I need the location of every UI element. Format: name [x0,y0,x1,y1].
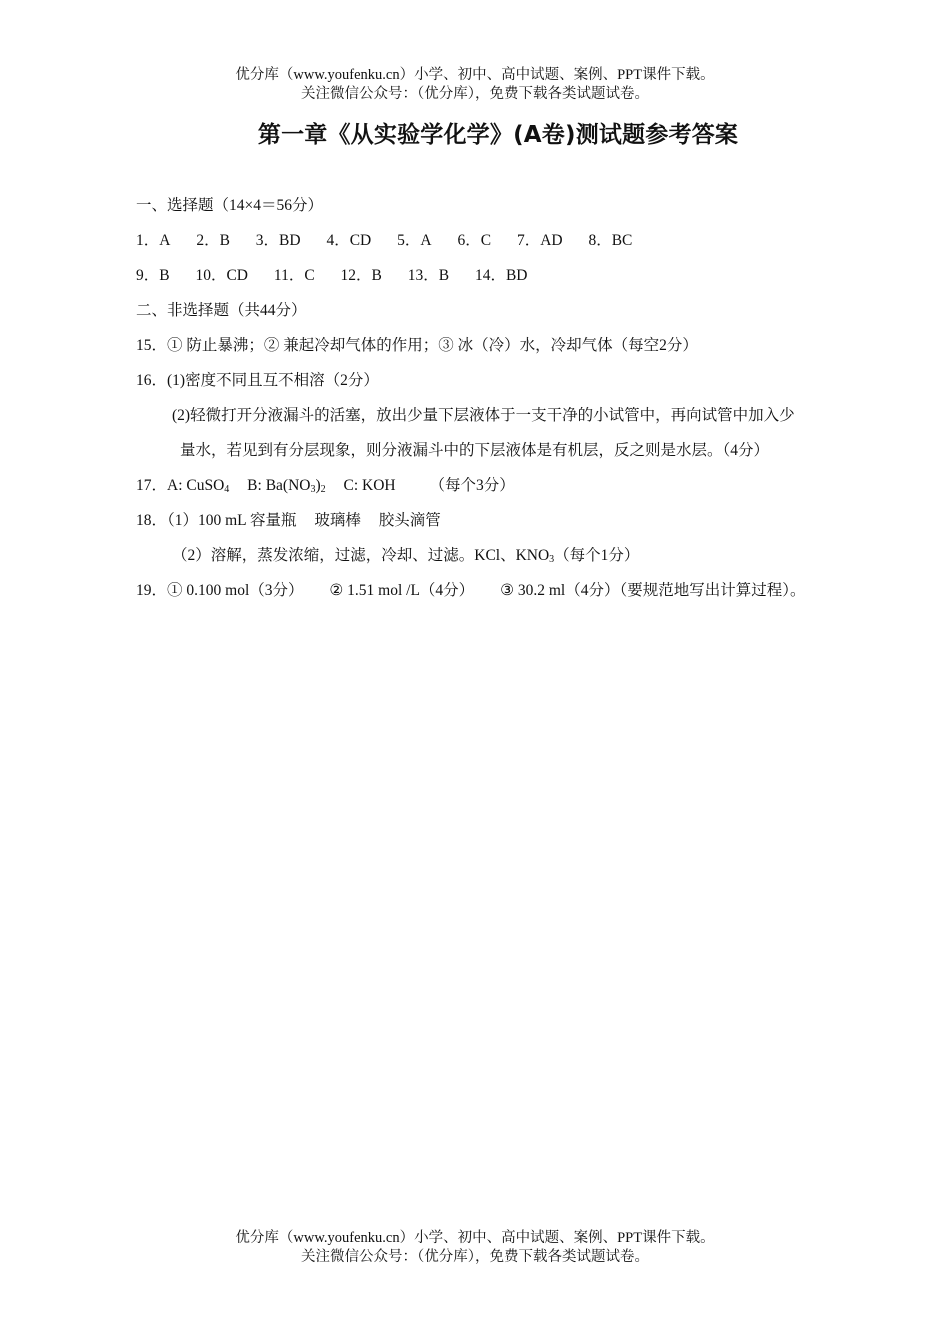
mc-answer: 6．C [457,232,492,249]
q18-score-note: （每个1分） [554,547,640,564]
mc-answer: 4．CD [326,232,372,249]
mc-answer: 1．A [136,232,171,249]
formula-text: ) [315,477,321,494]
footer-banner [0,1229,950,1267]
formula-text: B: Ba(NO [247,477,311,494]
header-banner [0,66,950,104]
mc-answer: 10．CD [195,267,249,284]
mc-answer: 3．BD [255,232,301,249]
answer-q16-part1: 16．(1)密度不同且互不相溶（2分） [136,372,379,389]
mc-answer: 2．B [196,232,230,249]
banner-line-2: 关注微信公众号：（优分库），免费下载各类试题试卷。 [301,1249,649,1265]
mc-answer: 12．B [340,267,382,284]
subscript: 3 [310,484,316,495]
mc-answer: 9．B [136,267,170,284]
mc-answer: 5．A [397,232,432,249]
subscript: 3 [549,554,555,565]
q19-part-2: ② 1.51 mol /L（4分） [329,582,475,599]
q18-item-1: 18．（1）100 mL 容量瓶 [136,512,297,529]
q18-item-3: 胶头滴管 [378,512,441,529]
banner-line-1: 优分库（www.youfenku.cn）小学、初中、高中试题、案例、PPT课件下载。 [235,67,715,83]
q17-c-formula: C: KOH [343,477,396,494]
answer-q15: 15．① 防止暴沸；② 兼起冷却气体的作用；③ 冰（冷）水，冷却气体（每空2分） [136,337,698,354]
answer-q16-part2-line2: 量水，若见到有分层现象，则分液漏斗中的下层液体是有机层，反之则是水层。（4分） [180,442,770,459]
formula-text: A: CuSO [167,477,225,494]
answer-q17 [136,472,876,507]
q17-number: 17． [136,477,168,494]
mc-answers-row-2 [136,262,876,297]
answer-q18-part2 [136,542,876,577]
answer-content [136,192,876,612]
answer-q19 [136,577,876,612]
page-title: 第一章《从实验学化学》(A卷)测试题参考答案 [257,122,739,148]
q18-part2-text: （2）溶解，蒸发浓缩，过滤，冷却、过滤。KCl、KNO [172,547,550,564]
subscript: 2 [320,484,326,495]
answer-q18-part1 [136,507,876,542]
q18-item-2: 玻璃棒 [314,512,361,529]
mc-answer: 8．BC [588,232,633,249]
section2-heading: 二、非选择题（共44分） [136,302,307,319]
q19-number: 19． [136,582,168,599]
q17-score-note: （每个3分） [429,477,515,494]
mc-answer: 14．BD [474,267,528,284]
q17-b-formula [247,477,325,494]
section1-heading: 一、选择题（14×4＝56分） [136,197,323,214]
mc-answer: 11．C [273,267,315,284]
mc-answer: 7．AD [516,232,563,249]
banner-line-2: 关注微信公众号：（优分库），免费下载各类试题试卷。 [301,86,649,102]
q17-a-formula [167,477,229,494]
mc-answers-row-1 [136,227,876,262]
mc-answer: 13．B [407,267,450,284]
answer-q16-part2-line1: (2)轻微打开分液漏斗的活塞，放出少量下层液体于一支干净的小试管中，再向试管中加入少 [172,407,795,424]
q19-part-1: ① 0.100 mol（3分） [167,582,304,599]
banner-line-1: 优分库（www.youfenku.cn）小学、初中、高中试题、案例、PPT课件下载。 [235,1230,715,1246]
subscript: 4 [224,484,230,495]
q19-part-3: ③ 30.2 ml（4分）（要规范地写出计算过程）。 [500,582,806,599]
